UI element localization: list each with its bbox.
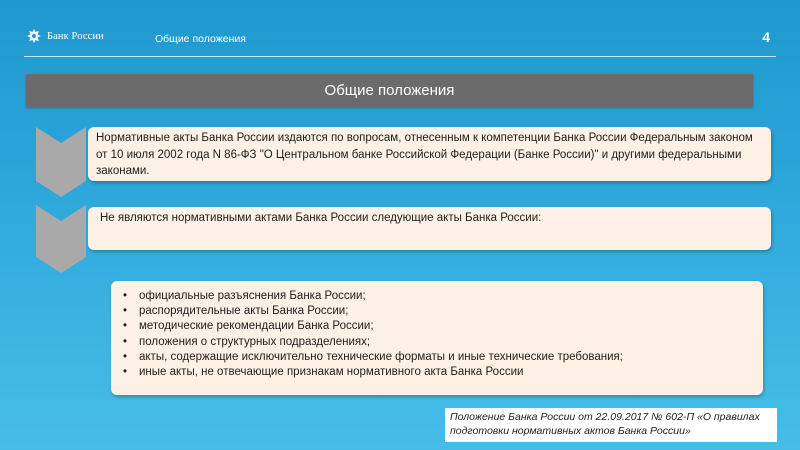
list-item [123,319,753,334]
list-item [123,335,753,350]
list-item-text: акты, содержащие исключительно технические форматы и иные технические требования; [139,350,623,363]
citation-text: Положение Банка России от 22.09.2017 № 602-П «О правилах подготовки нормативных актов Банка России» [450,411,760,437]
list-item [123,289,753,304]
list-item [123,350,753,365]
bullet-icon: • [123,366,128,379]
list-item-text: положения о структурных подразделениях; [139,335,371,348]
list-item [123,365,753,380]
chevron-down-icon [36,127,86,197]
bullet-icon: • [123,350,128,363]
bullet-icon: • [123,320,128,333]
list-item-text: иные акты, не отвечающие признакам нормативного акта Банка России [139,366,524,379]
content-block-2 [88,207,771,250]
bullet-icon: • [123,290,128,302]
logo-text: Банк России [47,30,104,42]
chevron-down-icon [36,205,86,273]
list-item [123,304,753,319]
content-block-1 [88,127,771,181]
title-bar [26,74,753,107]
page-number: 4 [762,29,770,45]
bullet-icon: • [123,305,128,318]
exclusions-list-box [111,281,763,395]
list-item-text: распорядительные акты Банка России; [139,305,349,318]
list-item-text: официальные разъяснения Банка России; [139,290,366,302]
block1-text: Нормативные акты Банка России издаются по вопросам, отнесенным к компетенции Банка России Федеральным законом от 10 июля 2002 года N 86-ФЗ "О Центральном банке Российской Федерации (Банке России)" и другими федеральными законами. [96,132,753,177]
bank-logo [26,28,104,44]
exclusions-list [123,289,753,380]
bank-of-russia-eagle-icon [26,28,42,44]
header-divider [24,56,776,57]
page-title: Общие положения [324,82,455,99]
header [0,0,800,60]
list-item-text: методические рекомендации Банка России; [139,320,374,333]
bullet-icon: • [123,335,128,348]
section-label: Общие положения [155,33,246,45]
block2-text: Не являются нормативными актами Банка России следующие акты Банка России: [100,212,542,224]
citation-note [445,408,777,442]
